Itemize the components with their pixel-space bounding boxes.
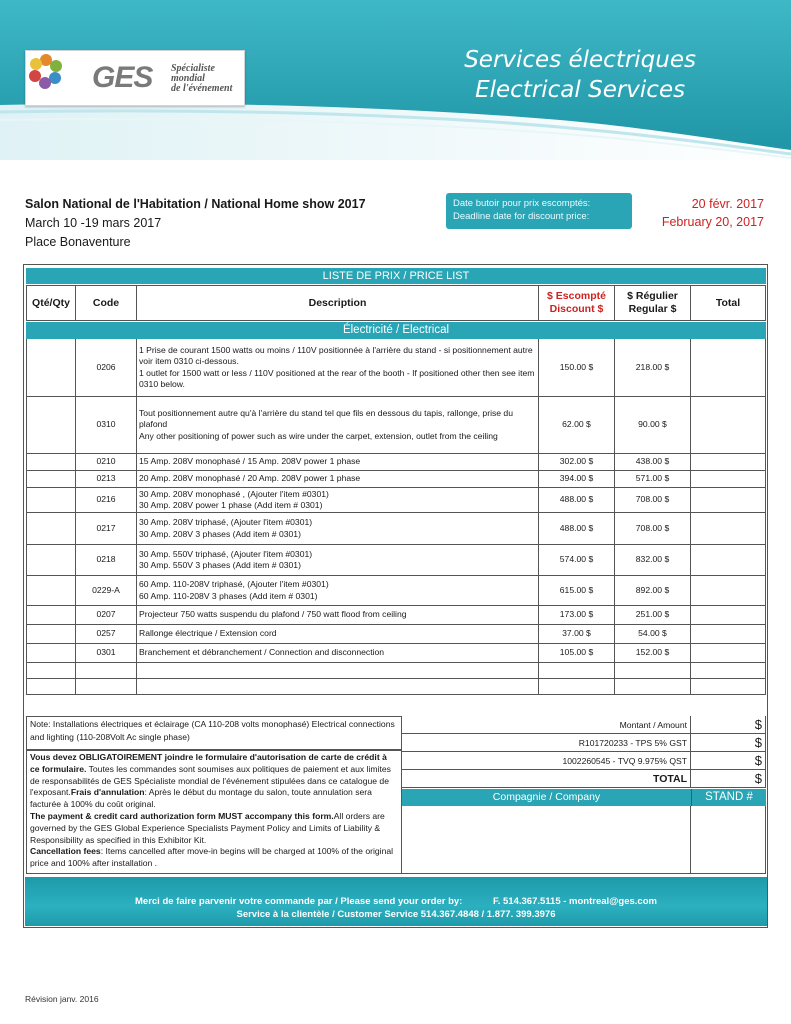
item-description [137, 644, 539, 663]
item-code: 0310 [76, 397, 137, 454]
line-total[interactable] [691, 339, 766, 397]
item-code: 0218 [76, 545, 137, 576]
item-code: 0229-A [76, 576, 137, 606]
item-description-text: Tout positionnement autre qu'à l'arrière du stand tel que fils en dessous du tapis, rallonge, prise du plafond Any other positioning of power such as wire under the carpet, extension, outlet from the ceiling [139, 407, 513, 441]
item-code: 0207 [76, 606, 137, 625]
item-description-text: Branchement et débranchement / Connection and disconnection [139, 647, 385, 658]
item-code: 0217 [76, 513, 137, 545]
table-row [26, 471, 766, 488]
discount-price: 574.00 $ [539, 545, 615, 576]
item-description-text: 15 Amp. 208V monophasé / 15 Amp. 208V power 1 phase [139, 456, 361, 467]
line-total[interactable] [691, 625, 766, 644]
summary-label: TOTAL [402, 770, 691, 788]
line-total[interactable] [691, 644, 766, 663]
table-row [26, 576, 766, 606]
qty-input[interactable] [26, 545, 76, 576]
discount-price: 173.00 $ [539, 606, 615, 625]
discount-price: 62.00 $ [539, 397, 615, 454]
item-code [76, 679, 137, 695]
logo-tagline: Spécialiste mondial de l'événement [171, 63, 233, 94]
col-total: Total [691, 285, 766, 321]
column-headers [26, 285, 766, 321]
item-description [137, 339, 539, 397]
col-code: Code [76, 285, 137, 321]
regular-price: 708.00 $ [615, 513, 691, 545]
summary-value[interactable]: $ [691, 752, 766, 770]
item-description [137, 471, 539, 488]
discount-price: 488.00 $ [539, 513, 615, 545]
note-text: Note: Installations électriques et éclairage (CA 110-208 volts monophasé) Electrical connections and lighting (110-208Volt Ac single phase) [26, 716, 402, 750]
stand-label: STAND # [691, 789, 766, 806]
regular-price [615, 679, 691, 695]
qty-input[interactable] [26, 488, 76, 513]
footer-contact-bar [25, 877, 767, 926]
table-row [26, 625, 766, 644]
line-total[interactable] [691, 545, 766, 576]
item-description [137, 663, 539, 679]
event-dates: March 10 -19 mars 2017 [25, 216, 162, 230]
regular-price: 218.00 $ [615, 339, 691, 397]
line-total[interactable] [691, 397, 766, 454]
summary-label: 1002260545 - TVQ 9.975% QST [402, 752, 691, 770]
line-total[interactable] [691, 513, 766, 545]
item-description [137, 488, 539, 513]
qty-input[interactable] [26, 454, 76, 471]
summary-value[interactable]: $ [691, 734, 766, 752]
line-total[interactable] [691, 576, 766, 606]
col-regular: $ Régulier Regular $ [615, 285, 691, 321]
regular-price: 90.00 $ [615, 397, 691, 454]
company-field[interactable] [402, 806, 691, 874]
regular-price: 571.00 $ [615, 471, 691, 488]
qty-input[interactable] [26, 625, 76, 644]
table-row [26, 513, 766, 545]
col-description: Description [137, 285, 539, 321]
discount-price: 37.00 $ [539, 625, 615, 644]
line-total[interactable] [691, 471, 766, 488]
discount-price: 302.00 $ [539, 454, 615, 471]
item-description-text: Rallonge électrique / Extension cord [139, 628, 277, 639]
qty-input[interactable] [26, 397, 76, 454]
line-total[interactable] [691, 454, 766, 471]
title-fr: Services électriques [464, 47, 696, 73]
regular-price: 892.00 $ [615, 576, 691, 606]
item-description-text: 30 Amp. 550V triphasé, (Ajouter l'item #0301) 30 Amp. 550V 3 phases (Add item # 0301) [139, 548, 313, 570]
summary-value[interactable]: $ [691, 770, 766, 788]
section-electrical: Électricité / Electrical [26, 322, 766, 339]
regular-price: 832.00 $ [615, 545, 691, 576]
qty-input[interactable] [26, 679, 76, 695]
item-description-text: 30 Amp. 208V triphasé, (Ajouter l'item #0301) 30 Amp. 208V 3 phases (Add item # 0301) [139, 517, 313, 539]
qty-input[interactable] [26, 663, 76, 679]
table-row [26, 644, 766, 663]
footer-customer-service: Service à la clientèle / Customer Service 514.367.4848 / 1.877. 399.3976 [236, 909, 556, 920]
item-code: 0213 [76, 471, 137, 488]
summary-label: R101720233 - TPS 5% GST [402, 734, 691, 752]
table-row [26, 454, 766, 471]
qty-input[interactable] [26, 471, 76, 488]
discount-price: 615.00 $ [539, 576, 615, 606]
footer-order-instruction: Merci de faire parvenir votre commande par / Please send your order by: [135, 896, 463, 907]
item-description-text: 60 Amp. 110-208V triphasé, (Ajouter l'item #0301) 60 Amp. 110-208V 3 phases (Add item # 0301) [139, 579, 329, 601]
event-venue: Place Bonaventure [25, 235, 131, 249]
page-title [464, 45, 696, 105]
summary-row [402, 770, 766, 788]
line-total[interactable] [691, 679, 766, 695]
item-description [137, 513, 539, 545]
item-code: 0257 [76, 625, 137, 644]
regular-price: 152.00 $ [615, 644, 691, 663]
item-description-text: 30 Amp. 208V monophasé , (Ajouter l'item #0301) 30 Amp. 208V power 1 phase (Add item # 0301) [139, 488, 329, 510]
item-code: 0206 [76, 339, 137, 397]
deadline-label-box: Date butoir pour prix escomptés: Deadline date for discount price: [446, 193, 632, 229]
discount-price [539, 663, 615, 679]
regular-price: 54.00 $ [615, 625, 691, 644]
stand-field[interactable] [691, 806, 766, 874]
logo-brand: GES [92, 61, 153, 94]
discount-price: 150.00 $ [539, 339, 615, 397]
summary-value[interactable]: $ [691, 716, 766, 734]
item-description-text: 20 Amp. 208V monophasé / 20 Amp. 208V power 1 phase [139, 473, 361, 484]
qty-input[interactable] [26, 576, 76, 606]
qty-input[interactable] [26, 644, 76, 663]
item-code: 0301 [76, 644, 137, 663]
item-description-text: Projecteur 750 watts suspendu du plafond / 750 watt flood from ceiling [139, 609, 407, 620]
header-banner [0, 0, 791, 160]
revision-date: Révision janv. 2016 [25, 994, 99, 1004]
summary-row [402, 734, 766, 752]
event-name: Salon National de l'Habitation / National Home show 2017 [25, 197, 366, 211]
discount-price: 105.00 $ [539, 644, 615, 663]
qty-input[interactable] [26, 606, 76, 625]
regular-price: 251.00 $ [615, 606, 691, 625]
summary-row [402, 752, 766, 770]
item-description [137, 606, 539, 625]
price-list-header: LISTE DE PRIX / PRICE LIST [26, 268, 766, 284]
deadline-date: 20 févr. 2017 February 20, 2017 [661, 197, 764, 229]
regular-price: 708.00 $ [615, 488, 691, 513]
item-description [137, 576, 539, 606]
col-qty: Qté/Qty [26, 285, 76, 321]
regular-price [615, 663, 691, 679]
table-row [26, 488, 766, 513]
col-discount: $ Escompté Discount $ [539, 285, 615, 321]
line-total[interactable] [691, 606, 766, 625]
item-description-text: 1 Prise de courant 1500 watts ou moins / 110V positionnée à l'arrière du stand - si positionnement autre voir item 0310 ci-dessous. 1 outlet for 1500 watt or less / 110V positioned at the rear of the booth - If positioned other then see item 0310 below. [139, 344, 535, 389]
table-row [26, 339, 766, 397]
discount-price: 488.00 $ [539, 488, 615, 513]
table-row [26, 397, 766, 454]
table-row [26, 545, 766, 576]
table-row [26, 663, 766, 679]
item-description [137, 454, 539, 471]
table-row [26, 606, 766, 625]
logo-flower-icon [26, 51, 66, 91]
item-code: 0216 [76, 488, 137, 513]
discount-price: 394.00 $ [539, 471, 615, 488]
summary-label: Montant / Amount [402, 716, 691, 734]
item-description [137, 625, 539, 644]
qty-input[interactable] [26, 513, 76, 545]
event-info [25, 195, 366, 252]
item-description [137, 397, 539, 454]
item-description [137, 679, 539, 695]
company-label: Compagnie / Company [402, 789, 691, 806]
qty-input[interactable] [26, 339, 76, 397]
terms-text: Vous devez OBLIGATOIREMENT joindre le formulaire d'autorisation de carte de crédit à ce formulaire. Toutes les commandes sont soumises aux politiques de paiement et aux limites de responsabilités de GES Spécialiste mondial de l'événement stipulées dans ce catalogue de l'exposant.Frais d'annulation: Après le début du montage du salon, toute annulation sera facturée à 100% du coût original. The payment & credit card authorization form MUST accompany this form.All orders are governed by the GES Global Experience Specialists Payment Policy and Limits of Liability & Responsibility as specified in this Exhibitor Kit. Cancellation fees: Items cancelled after move-in begins will be charged at 100% of the original price and 100% after installation . [26, 750, 402, 874]
line-total[interactable] [691, 488, 766, 513]
footer-fax-email[interactable]: F. 514.367.5115 - montreal@ges.com [492, 896, 657, 907]
discount-price [539, 679, 615, 695]
summary-row [402, 716, 766, 734]
ges-logo [25, 50, 245, 106]
table-row [26, 679, 766, 695]
item-description [137, 545, 539, 576]
item-code: 0210 [76, 454, 137, 471]
line-total[interactable] [691, 663, 766, 679]
item-code [76, 663, 137, 679]
regular-price: 438.00 $ [615, 454, 691, 471]
title-en: Electrical Services [475, 77, 686, 103]
